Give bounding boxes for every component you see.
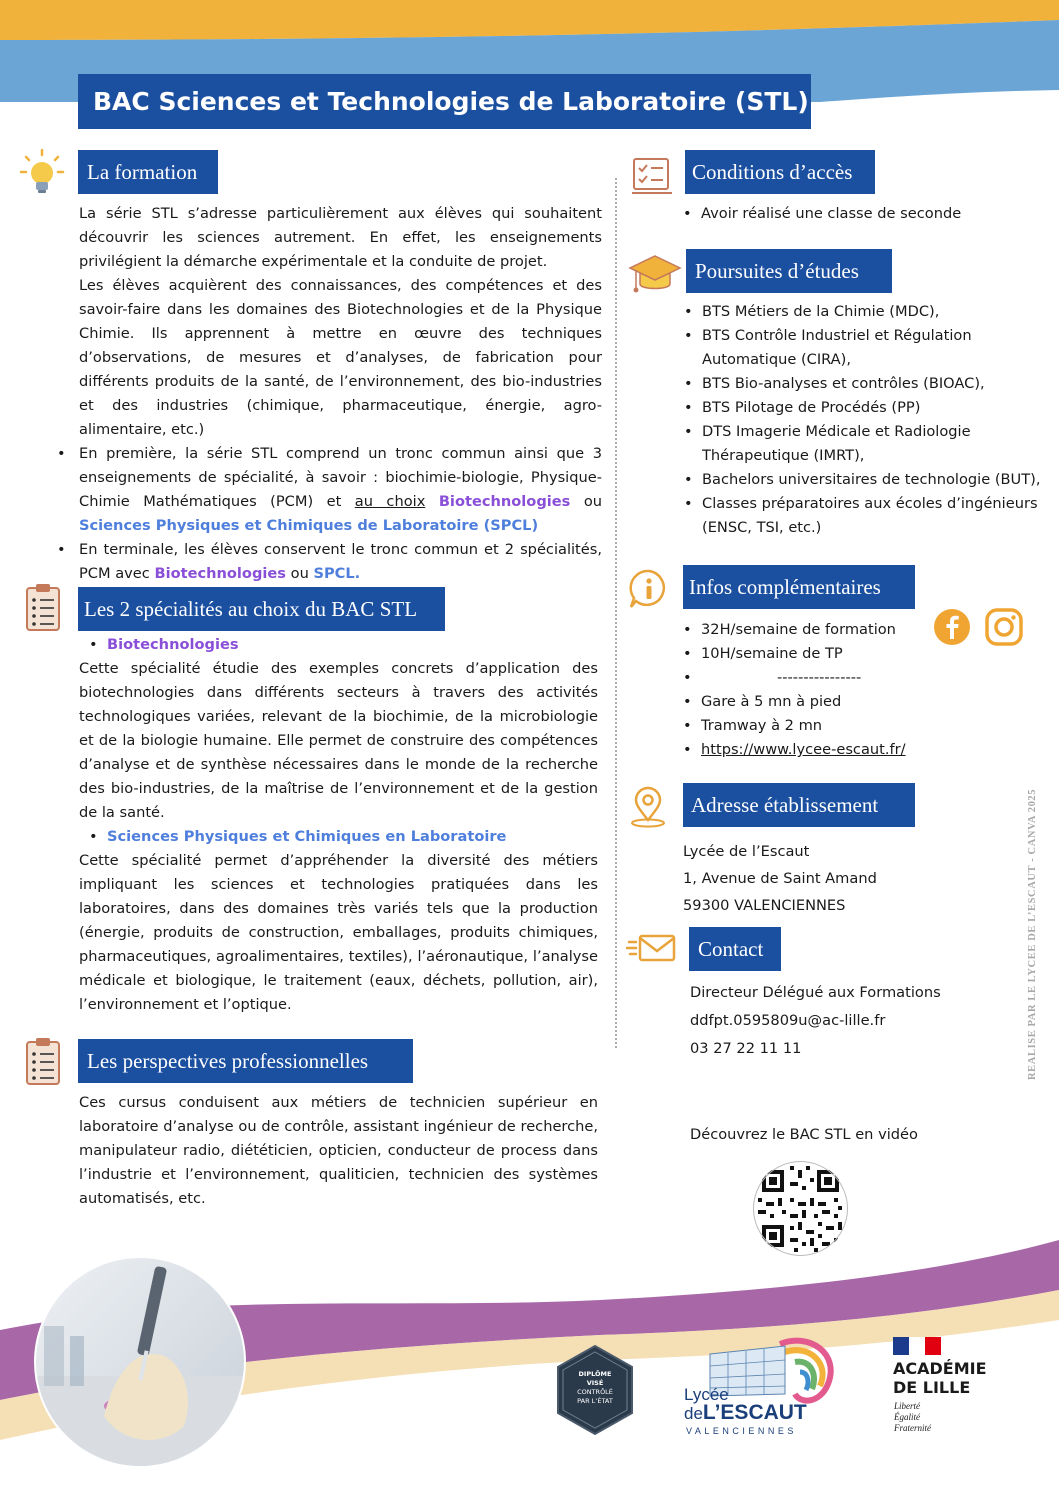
qr-code[interactable] (752, 1160, 849, 1257)
list-item: • Gare à 5 mn à pied (683, 693, 842, 710)
clipboard-icon (24, 1036, 62, 1086)
adresse-line: 1, Avenue de Saint Amand (683, 870, 877, 887)
specialite-spcl-text: Cette spécialité permet d’appréhender la diversité des métiers impliquant les sciences et technologies pratiquées dans les laboratoires, dans des domaines très variés tels que la production (énergie, produits de construction, emballages, produits chimiques, pharmaceutiques, agroalimentaires, textiles), l’aéronautique, l’analyse médicale et biologique, le traitement (eaux, déchets, pollution, air), l’environnement et l’optique. (79, 852, 598, 1013)
list-item: • Tramway à 2 mn (683, 717, 823, 734)
formation-bullet-terminale: • En terminale, les élèves conservent le tronc commun et 2 spécialités, PCM avec Biotechnologies ou SPCL. (57, 541, 602, 582)
lycee-logo-text: Lycée (684, 1385, 729, 1404)
list-item: • 10H/semaine de TP (683, 645, 843, 662)
formation-paragraph-1: La série STL s’adresse particulièrement aux élèves qui souhaitent découvrir les sciences autrement. En effet, les enseignements privilégient la démarche expérimentale et la conduite de projet. (79, 205, 602, 270)
specialites-text (79, 633, 598, 1017)
graduation-cap-icon (628, 252, 682, 296)
contact-heading: Contact (689, 927, 781, 971)
perspectives-text: Ces cursus conduisent aux métiers de technicien supérieur en laboratoire d’analyse ou de contrôle, assistant ingénieur de recherche, manipulateur radio, diététicien, opticien, conducteur de process dans l’industrie et l’environnement, qualiticien, technicien des systèmes automatisés, etc. (79, 1094, 598, 1207)
list-item: • BTS Contrôle Industriel et Régulation Automatique (CIRA), (684, 327, 972, 368)
contact-phone: 03 27 22 11 11 (690, 1040, 802, 1057)
adresse-block (683, 838, 877, 919)
marianne-flag-icon (893, 1337, 941, 1355)
list-item: • Bachelors universitaires de technologie (BUT), (684, 471, 1041, 488)
list-item: • 32H/semaine de formation (683, 621, 896, 638)
diplome-badge-text: DIPLÔME VISÉ CONTRÔLÉ PAR L’ÉTAT (577, 1370, 613, 1405)
conditions-list (683, 202, 1013, 226)
info-icon (628, 568, 670, 610)
formation-paragraph-2: Les élèves acquièrent des connaissances, des compétences et des savoir-faire dans les domaines des Biotechnologies et de la Physique Chimie. Ils apprennent à mettre en œuvre des techniques d’observations, de mesures et d’analyses, de fabrication pour différents produits de la santé, de l’environnement, des bio-industries et des industries (chimique, pharmaceutique, énergie, agro-alimentaire, etc.) (79, 277, 602, 438)
perspectives-heading: Les perspectives professionnelles (78, 1039, 413, 1083)
specialite-spcl-title: • Sciences Physiques et Chimiques en Laboratoire (89, 828, 507, 845)
checklist-icon (630, 155, 674, 197)
list-item: • Avoir réalisé une classe de seconde (683, 205, 962, 222)
clipboard-icon (24, 582, 62, 632)
conditions-heading: Conditions d’accès (685, 150, 875, 194)
list-item: • BTS Pilotage de Procédés (PP) (684, 399, 921, 416)
contact-email[interactable]: ddfpt.0595809u@ac-lille.fr (690, 1012, 886, 1029)
poursuites-list (684, 300, 1044, 540)
list-item: • DTS Imagerie Médicale et Radiologie Thérapeutique (IMRT), (684, 423, 971, 464)
adresse-line: Lycée de l’Escaut (683, 843, 810, 860)
contact-line: Directeur Délégué aux Formations (690, 984, 941, 1001)
list-item: • BTS Bio-analyses et contrôles (BIOAC), (684, 375, 985, 392)
lycee-logo-city: VALENCIENNES (686, 1426, 797, 1436)
formation-text (57, 202, 603, 586)
video-label: Découvrez le BAC STL en vidéo (690, 1126, 918, 1143)
formation-bullet-premiere: • En première, la série STL comprend un tronc commun ainsi que 3 enseignements de spécialité, à savoir : biochimie-biologie, Physique-Chimie Mathématiques (PCM) et au choix Biotechnologies ou Sciences Physiques et Chimiques de Laboratoire (SPCL) (57, 445, 603, 534)
poursuites-heading: Poursuites d’études (686, 249, 892, 293)
specialite-biotech-title: • Biotechnologies (89, 636, 239, 653)
mail-icon (626, 928, 678, 968)
specialite-biotech-text: Cette spécialité étudie des exemples concrets d’application des biotechnologies dans différents secteurs à travers des activités technologiques variées, relevant de la biochimie, de la microbiologie et de la biologie humaine. Elle permet de construire des compétences d’analyse et de synthèse nécessaires dans le monde de la recherche des bio-industries, de la maîtrise de l’environnement et de la gestion de la santé. (79, 660, 598, 821)
list-item: • https://www.lycee-escaut.fr/ (683, 741, 906, 758)
list-item: • BTS Métiers de la Chimie (MDC), (684, 303, 940, 320)
academie-name: ACADÉMIE DE LILLE (893, 1359, 987, 1397)
lightbulb-icon (18, 148, 66, 196)
list-item: • ---------------- (683, 669, 862, 686)
lycee-logo-name: deL’ESCAUT (684, 1401, 807, 1424)
list-item: • Classes préparatoires aux écoles d’ingénieurs (ENSC, TSI, etc.) (684, 495, 1038, 536)
academie-motto: Liberté Égalité Fraternité (894, 1401, 931, 1433)
specialites-heading: Les 2 spécialités au choix du BAC STL (78, 587, 445, 631)
infos-heading: Infos complémentaires (683, 565, 915, 609)
infos-list (683, 618, 1013, 762)
location-pin-icon (628, 786, 668, 828)
adresse-line: 59300 VALENCIENNES (683, 897, 846, 914)
website-link[interactable]: https://www.lycee-escaut.fr/ (701, 741, 906, 758)
adresse-heading: Adresse établissement (683, 783, 915, 827)
contact-block (690, 979, 941, 1063)
vertical-credit: REALISE PAR LE LYCEE DE L’ESCAUT - CANVA 2025 (1027, 788, 1038, 1080)
lab-photo (34, 1256, 246, 1468)
formation-heading: La formation (78, 150, 218, 194)
page-title: BAC Sciences et Technologies de Laboratoire (STL) (78, 74, 811, 129)
